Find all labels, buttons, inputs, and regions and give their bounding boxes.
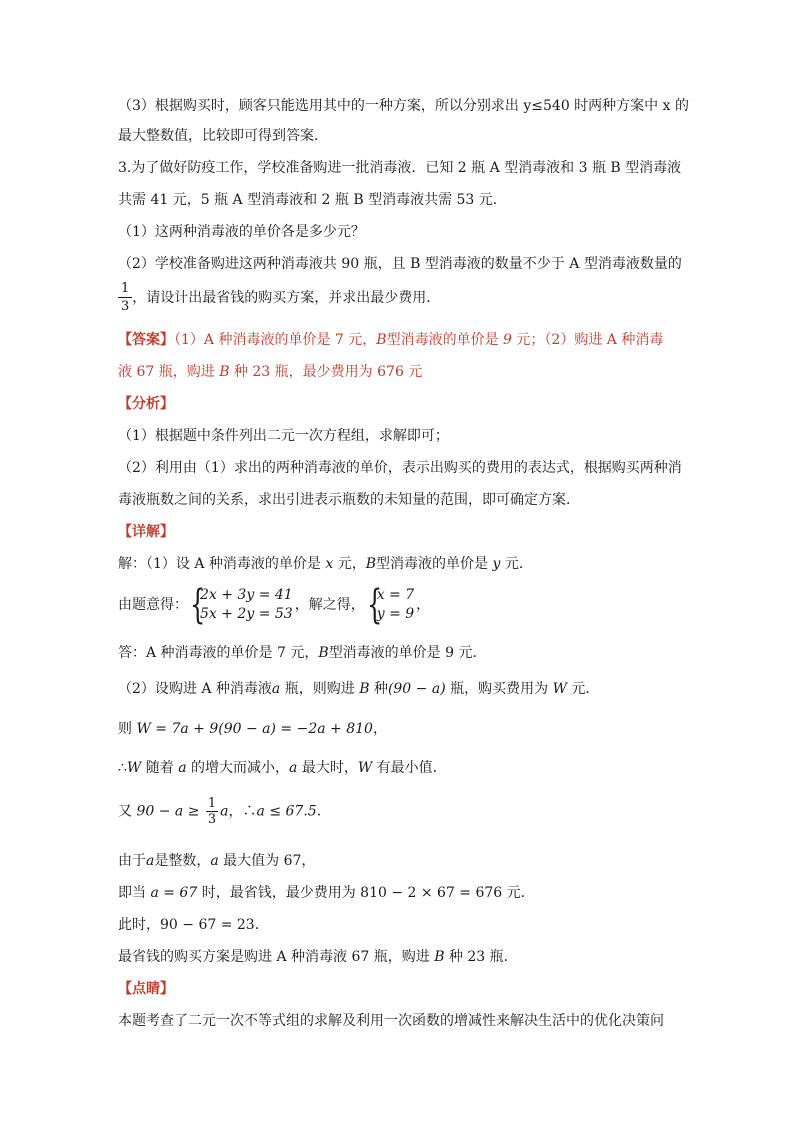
- var: B: [359, 681, 370, 697]
- var: a: [178, 760, 187, 776]
- comment-label: [118, 979, 174, 999]
- question3-part2: [118, 254, 682, 274]
- equation-system-2: [366, 582, 415, 628]
- answer-label: 【答案】: [118, 332, 174, 348]
- var: a: [271, 681, 281, 697]
- text: 元．: [454, 645, 487, 661]
- detail-line3: [118, 643, 487, 663]
- comment-line1: [118, 1011, 664, 1031]
- detail-line9: [118, 883, 535, 903]
- var: W: [126, 760, 142, 776]
- text: 共需 41 元，5 瓶 A 型消毒液和 2 瓶 B 型消毒液共需 53 元．: [118, 192, 507, 208]
- numerator: 1: [207, 796, 217, 811]
- detail-line11: [118, 947, 518, 967]
- expression: 90 − a ≥: [136, 803, 204, 820]
- inequality: y≤540: [523, 98, 570, 114]
- text: ．: [316, 803, 331, 820]
- var: B: [434, 949, 445, 965]
- text: 时，最省钱，最少费用为: [197, 885, 361, 901]
- text: 的增大而减小，: [186, 760, 290, 776]
- analysis-label: [118, 394, 174, 414]
- text: 由于: [118, 853, 146, 869]
- numerator: 1: [118, 280, 132, 298]
- detail-line6: [118, 758, 447, 778]
- detail-line1: [118, 554, 533, 574]
- text: 最大整数值，比较即可得到答案．: [118, 128, 328, 144]
- equation: 5x + 2y = 53: [200, 606, 293, 622]
- text: 答：A 种消毒液的单价是: [118, 645, 278, 661]
- text: ．: [254, 917, 269, 933]
- text: （3）根据购买时，顾客只能选用其中的一种方案，所以分别求出: [118, 98, 524, 114]
- var: B: [365, 556, 377, 572]
- text: （1）这两种消毒液的单价各是多少元？: [118, 224, 365, 240]
- expression: 810 − 2 × 67 = 676: [360, 885, 503, 901]
- text: ，解之得，: [294, 597, 365, 613]
- expression: 90 − 67 = 23: [160, 917, 255, 933]
- value: 23: [252, 364, 271, 380]
- text: ，请设计出最省钱的购买方案，并求出最少费用．: [132, 290, 441, 306]
- text: 又: [118, 803, 137, 820]
- text: （1）根据题中条件列出二元一次方程组，求解即可；: [118, 428, 449, 444]
- question3-line2: [118, 190, 507, 210]
- text: 瓶，购买费用为: [445, 681, 553, 697]
- text: 最省钱的购买方案是购进 A 种消毒液 67 瓶，购进: [118, 949, 435, 965]
- text: 元，: [333, 556, 366, 572]
- text: 液: [118, 364, 137, 380]
- therefore-symbol: ∴: [118, 760, 127, 776]
- value: 7: [277, 645, 286, 661]
- text: ，∴: [228, 803, 257, 820]
- text: ，: [416, 597, 431, 613]
- var: a: [220, 803, 229, 820]
- var: a: [146, 853, 155, 869]
- equation: 2x + 3y = 41: [200, 587, 293, 603]
- var: y: [492, 556, 501, 572]
- var: B: [318, 645, 329, 661]
- text: （2）学校准备购进这两种消毒液共 90 瓶，且 B 型消毒液的数量不少于 A 型消毒液数量的: [118, 256, 682, 272]
- text: 型消毒液的单价是: [328, 645, 446, 661]
- question3-part1: [118, 222, 365, 242]
- text: 种: [229, 364, 253, 380]
- detail-line5: [118, 719, 387, 739]
- text: 元．: [566, 681, 600, 697]
- value: 7: [334, 332, 344, 348]
- text: 是整数，: [154, 853, 211, 869]
- detail-line10: [118, 915, 269, 935]
- text: 型消毒液的单价是: [376, 556, 493, 572]
- text: 元．: [502, 885, 535, 901]
- answer-line1: [118, 330, 663, 350]
- var: W: [357, 760, 373, 776]
- text: 随着: [141, 760, 179, 776]
- expression: W = 7a + 9(90 − a) = −2a + 810: [136, 721, 373, 737]
- text: 解：（1）设 A 种消毒液的单价是: [118, 556, 326, 572]
- analysis-line3: [118, 490, 580, 510]
- detail-line7: [118, 796, 331, 827]
- var: x: [325, 556, 334, 572]
- value: 676: [377, 364, 404, 380]
- equation: x = 7: [376, 587, 415, 603]
- expression: (90 − a): [387, 681, 446, 697]
- detail-line4: [118, 679, 599, 699]
- text: 即当: [118, 885, 151, 901]
- text: 最大时，: [297, 760, 358, 776]
- text: 本题考查了二元一次不等式组的求解及利用一次函数的增减性来解决生活中的优化决策问: [118, 1013, 664, 1029]
- question3-line1: [118, 158, 681, 178]
- detail-line2-system: [118, 582, 431, 628]
- part3-hint-line2: [118, 126, 328, 146]
- label: 【详解】: [118, 524, 174, 540]
- text: 种: [369, 681, 388, 697]
- text: ，: [372, 721, 387, 737]
- equation-system-1: [190, 582, 293, 628]
- text: 元．: [500, 556, 533, 572]
- expression: a = 67: [150, 885, 198, 901]
- text: 时两种方案中 x 的: [569, 98, 689, 114]
- text: 由题意得：: [118, 597, 188, 613]
- text: 3.为了做好防疫工作，学校准备购进一批消毒液．已知 2 瓶 A 型消毒液和 3 瓶 B 型消毒液: [118, 160, 682, 176]
- brace-icon: {: [366, 582, 382, 628]
- brace-icon: {: [190, 582, 206, 628]
- text: 元；（2）购进 A 种消毒: [511, 332, 664, 348]
- text: 元，: [343, 332, 377, 348]
- fraction-one-third: [206, 796, 218, 827]
- var: B: [376, 332, 387, 348]
- text: 元，: [285, 645, 319, 661]
- question3-part2-cont: [118, 280, 440, 316]
- detail-label: [118, 522, 174, 542]
- text: 瓶，则购进: [280, 681, 360, 697]
- value: 67: [136, 364, 155, 380]
- equation: y = 9: [376, 606, 415, 622]
- text: 瓶，最少费用为: [270, 364, 378, 380]
- text: 型消毒液的单价是: [386, 332, 504, 348]
- text: 最大值为 67，: [218, 853, 316, 869]
- label: 【分析】: [118, 396, 174, 412]
- text: 此时，: [118, 917, 160, 933]
- var: a: [210, 853, 219, 869]
- text: （2）设购进 A 种消毒液: [118, 681, 272, 697]
- analysis-line1: [118, 426, 449, 446]
- text: 种 23 瓶．: [444, 949, 518, 965]
- label: 【点睛】: [118, 981, 174, 997]
- text: （2）利用由（1）求出的两种消毒液的单价，表示出购买的费用的表达式，根据购买两种消: [118, 460, 682, 476]
- fraction-one-third: [118, 280, 132, 315]
- denominator: 3: [207, 812, 217, 827]
- detail-line8: [118, 851, 315, 871]
- text: 有最小值．: [372, 760, 447, 776]
- text: 瓶，购进: [154, 364, 220, 380]
- value: 9: [445, 645, 455, 661]
- answer-line2: [118, 362, 422, 382]
- var: B: [219, 364, 230, 380]
- analysis-line2: [118, 458, 682, 478]
- text: 元: [403, 364, 423, 380]
- var: a: [289, 760, 298, 776]
- text: 则: [118, 721, 137, 737]
- value: 9: [503, 332, 512, 348]
- text: 毒液瓶数之间的关系，求出引进表示瓶数的未知量的范围，即可确定方案．: [118, 492, 580, 508]
- text: （1）A 种消毒液的单价是: [174, 332, 335, 348]
- expression: a ≤ 67.5: [256, 803, 317, 820]
- part3-hint-line1: [118, 96, 689, 116]
- denominator: 3: [121, 299, 130, 314]
- var: W: [552, 681, 567, 697]
